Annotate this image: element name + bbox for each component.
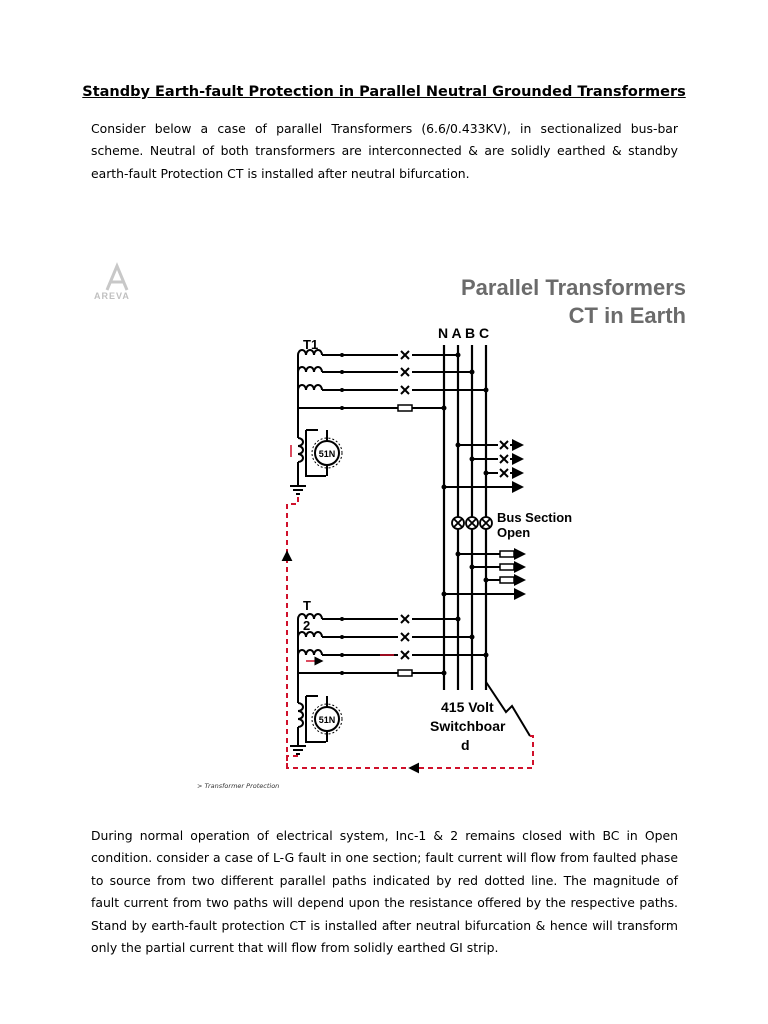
logo-text: AREVA [94,291,130,301]
body-paragraph [91,825,678,959]
t2-relay-label: 51N [318,715,336,725]
body-text: During normal operation of electrical system, Inc-1 & 2 remains closed with BC in Open condition. consider a case of L-G fault in one section; fault current will flow from faulted phase to source from two different parallel paths indicated by red dotted line. The magnitude of fault current from two paths will depend upon the resistance offered by the respective paths. Stand by earth-fault protection CT is installed after neutral bifurcation & hence will transform only the partial current that will flow from solidly earthed GI strip. [91,828,678,956]
areva-logo [94,266,130,301]
intro-text: Consider below a case of parallel Transformers (6.6/0.433KV), in sectionalized bus-bar scheme. Neutral of both transformers are interconnected & are solidly earthed & standby earth-fault Protection CT is installed after neutral bifurcation. [91,121,678,181]
figure-heading-line2: CT in Earth [568,303,686,328]
document-title: Standby Earth-fault Protection in Parallel Neutral Grounded Transformers [82,84,686,100]
switchboard-label-line3: d [461,737,470,753]
bus-labels: N A B C [438,325,490,341]
section2-feeders [444,554,524,594]
bus-bars [444,345,486,690]
t1-label: T1 [303,337,319,352]
bus-section-label-line2: Open [497,525,531,540]
t1-neutral-link [398,405,412,411]
t1-dots [340,353,489,411]
t1-breakers [401,351,409,394]
t2-breakers [401,615,409,659]
section2-fuses [500,551,514,583]
t2-label-a: T [303,598,311,613]
bus-section-label-line1: Bus Section [497,510,573,525]
bus-section-breakers [452,517,492,529]
t2-label-b: 2 [303,618,311,633]
figure-caption: > Transformer Protection [197,782,280,790]
switchboard-label-line2: Switchboar [430,718,506,734]
t2-neutral-link [398,670,412,676]
section1-feeders [444,441,522,487]
switchboard-label-line1: 415 Volt [441,699,494,715]
t1-relay-label: 51N [318,449,336,459]
figure-heading-line1: Parallel Transformers [460,275,686,300]
